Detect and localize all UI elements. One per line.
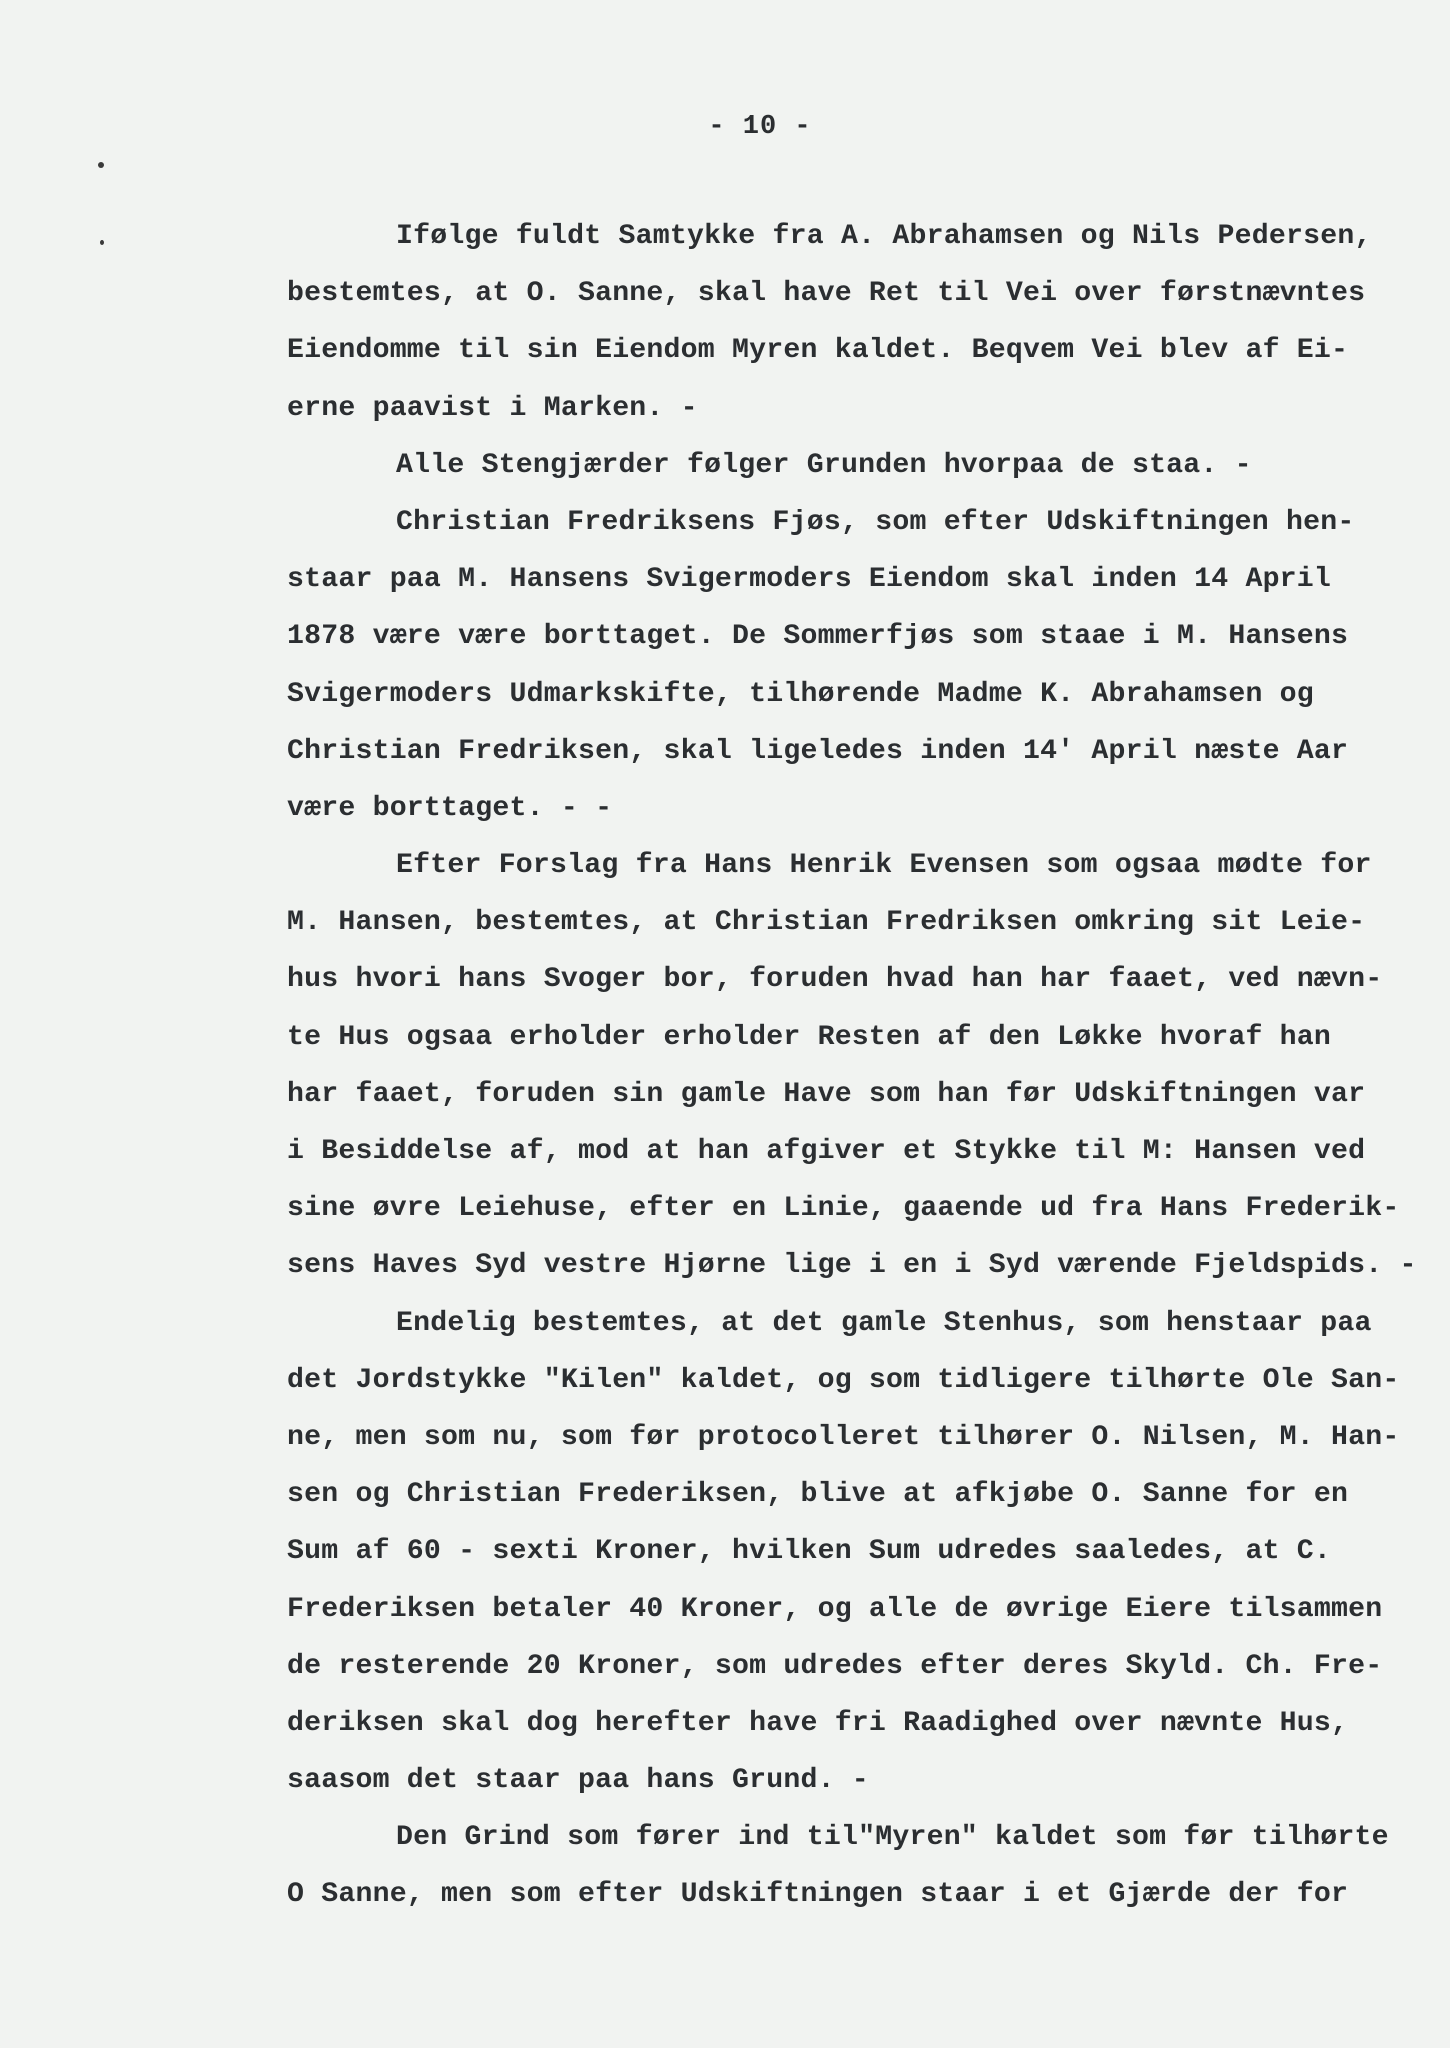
text-line: i Besiddelse af, mod at han afgiver et Stykke til M: Hansen ved bbox=[287, 1136, 1366, 1167]
text-line: bestemtes, at O. Sanne, skal have Ret til Vei over førstnævntes bbox=[287, 278, 1366, 310]
body-text bbox=[287, 208, 1417, 1924]
text-line: hus hvori hans Svoger bor, foruden hvad han har faaet, ved nævn- bbox=[287, 964, 1383, 996]
margin-dot-mark bbox=[98, 162, 104, 168]
text-line: Christian Fredriksens Fjøs, som efter Udskiftningen hen- bbox=[396, 506, 1355, 538]
text-line: Svigermoders Udmarkskifte, tilhørende Madme K. Abrahamsen og bbox=[287, 678, 1314, 710]
text-line: ne, men som nu, som før protocolleret tilhører O. Nilsen, M. Han- bbox=[287, 1421, 1400, 1453]
text-line: Frederiksen betaler 40 Kroner, og alle de øvrige Eiere tilsammen bbox=[287, 1593, 1383, 1625]
text-line: Eiendomme til sin Eiendom Myren kaldet. Beqvem Vei blev af Ei- bbox=[287, 335, 1349, 367]
page-number: - 10 - bbox=[708, 112, 812, 142]
text-line: M. Hansen, bestemtes, at Christian Fredriksen omkring sit Leie- bbox=[287, 907, 1366, 939]
text-line: saasom det staar paa hans Grund. - bbox=[287, 1765, 869, 1797]
text-line: Endelig bestemtes, at det gamle Stenhus, som henstaar paa bbox=[396, 1307, 1372, 1339]
text-line: sen og Christian Frederiksen, blive at afkjøbe O. Sanne for en bbox=[287, 1479, 1349, 1511]
text-line: de resterende 20 Kroner, som udredes efter deres Skyld. Ch. Fre- bbox=[287, 1650, 1383, 1682]
text-line: det Jordstykke "Kilen" kaldet, og som tidligere tilhørte Ole San- bbox=[287, 1364, 1400, 1396]
text-line: har faaet, foruden sin gamle Have som han før Udskiftningen var bbox=[287, 1078, 1366, 1110]
text-line: te Hus ogsaa erholder erholder Resten af den Løkke hvoraf han bbox=[287, 1021, 1332, 1053]
text-line: Ifølge fuldt Samtykke fra A. Abrahamsen og Nils Pedersen, bbox=[396, 221, 1372, 252]
text-line: Christian Fredriksen, skal ligeledes inden 14' April næste Aar bbox=[287, 735, 1349, 767]
text-line: sine øvre Leiehuse, efter en Linie, gaaende ud fra Hans Frederik- bbox=[287, 1193, 1400, 1225]
text-line: Den Grind som fører ind til"Myren" kaldet som før tilhørte bbox=[396, 1822, 1389, 1854]
text-line: sens Haves Syd vestre Hjørne lige i en i Syd værende Fjeldspids. - bbox=[287, 1250, 1417, 1282]
text-line: erne paavist i Marken. - bbox=[287, 392, 698, 424]
text-line: være borttaget. - - bbox=[287, 792, 613, 824]
text-line: 1878 være være borttaget. De Sommerfjøs som staae i M. Hansens bbox=[287, 621, 1349, 653]
text-line: staar paa M. Hansens Svigermoders Eiendom skal inden 14 April bbox=[287, 564, 1332, 596]
text-line: deriksen skal dog herefter have fri Raadighed over nævnte Hus, bbox=[287, 1707, 1349, 1739]
text-line: Efter Forslag fra Hans Henrik Evensen som ogsaa mødte for bbox=[396, 850, 1372, 882]
text-line: Sum af 60 - sexti Kroner, hvilken Sum udredes saaledes, at C. bbox=[287, 1536, 1332, 1568]
text-line: O Sanne, men som efter Udskiftningen staar i et Gjærde der for bbox=[287, 1879, 1349, 1911]
margin-dot-mark bbox=[100, 240, 104, 245]
text-line: Alle Stengjærder følger Grunden hvorpaa de staa. - bbox=[396, 449, 1252, 481]
